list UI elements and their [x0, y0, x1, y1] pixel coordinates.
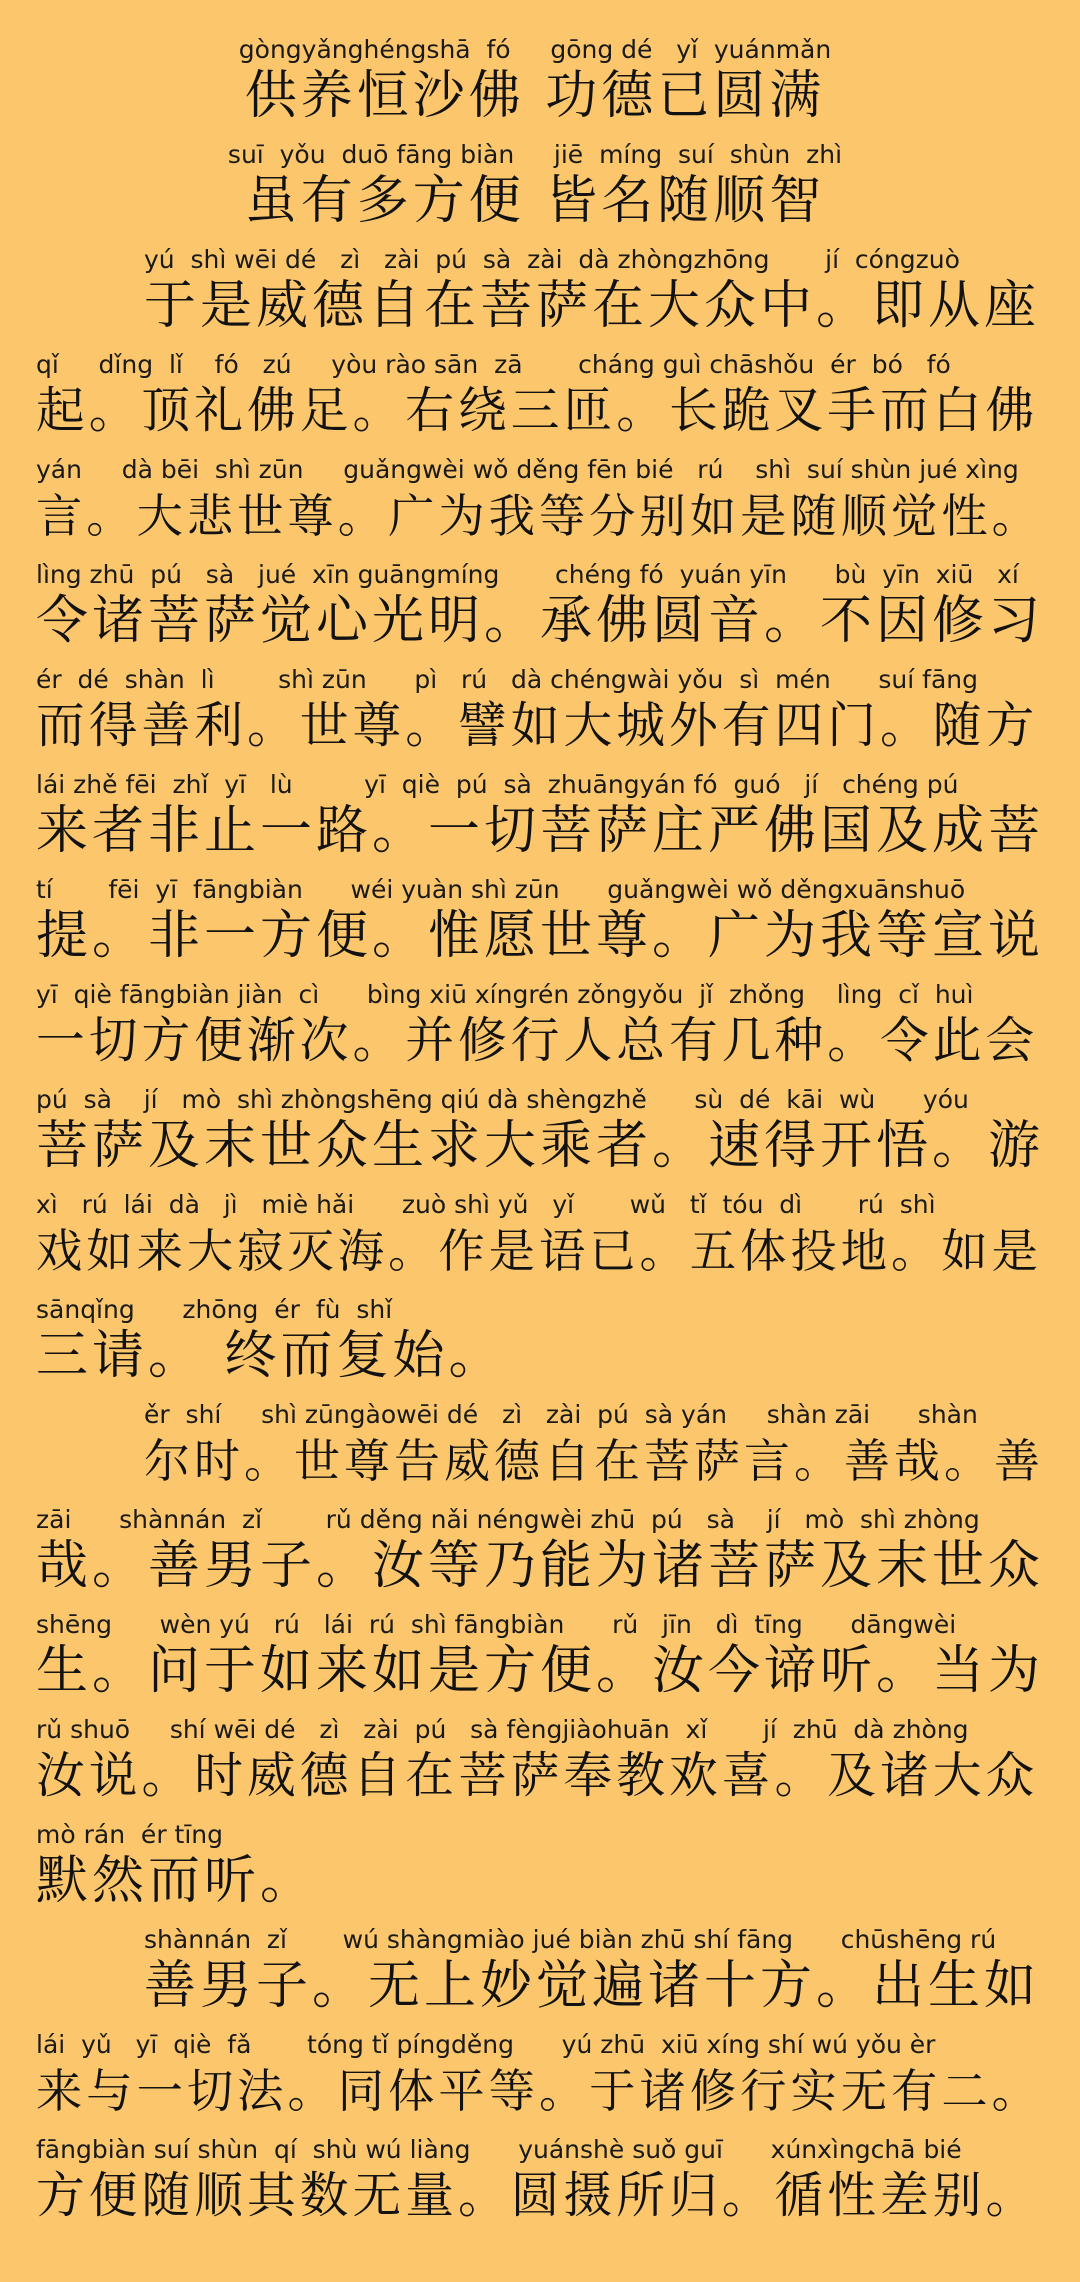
- chinese-text: 汝说。时威德自在菩萨奉教欢喜。及诸大众: [36, 1748, 1039, 1804]
- pinyin-annotation: tí fēi yī fāngbiàn wéi yuàn shì zūn guǎngwèi wǒ děngxuānshuō: [36, 875, 966, 904]
- pinyin-annotation: lìng zhū pú sà jué xīn guāngmíng chéng fó yuán yīn bù yīn xiū xí: [36, 560, 1019, 589]
- chinese-text: 三请。 终而复始。: [36, 1326, 505, 1386]
- chinese-text: 起。顶礼佛足。右绕三匝。长跪叉手而白佛: [36, 383, 1039, 439]
- chinese-text: 来者非止一路。一切菩萨庄严佛国及成菩: [36, 801, 1045, 861]
- chinese-text: 默然而听。: [36, 1851, 317, 1911]
- chinese-text: 于是威德自在菩萨在大众中。即从座: [144, 276, 1041, 336]
- pinyin-annotation: fāngbiàn suí shùn qí shù wú liàng yuánshè suǒ guī xúnxìngchā bié: [36, 2135, 962, 2164]
- pinyin-annotation: lái yǔ yī qiè fǎ tóng tǐ píngděng yú zhū xiū xíng shí wú yǒu èr: [36, 2030, 936, 2059]
- pinyin-annotation: shēng wèn yú rú lái rú shì fāngbiàn rǔ jīn dì tīng dāngwèi: [36, 1610, 957, 1639]
- text-line: [36, 1924, 1054, 2029]
- pinyin-annotation: rǔ shuō shí wēi dé zì zài pú sà fèngjiàohuān xǐ jí zhū dà zhòng: [36, 1715, 969, 1744]
- pinyin-annotation: ér dé shàn lì shì zūn pì rú dà chéngwài yǒu sì mén suí fāng: [36, 665, 978, 694]
- chinese-text: 尔时。世尊告威德自在菩萨言。善哉。善: [144, 1434, 1044, 1488]
- pinyin-annotation: mò rán ér tīng: [36, 1820, 223, 1849]
- pinyin-annotation: yī qiè fāngbiàn jiàn cì bìng xiū xíngrén zǒngyǒu jǐ zhǒng lìng cǐ huì: [36, 980, 974, 1009]
- pinyin-annotation: gòngyǎnghéngshā fó gōng dé yǐ yuánmǎn: [238, 35, 832, 64]
- chinese-text: 言。大悲世尊。广为我等分别如是随顺觉性。: [36, 489, 1042, 543]
- chinese-text: 一切方便渐次。并修行人总有几种。令此会: [36, 1013, 1039, 1069]
- pinyin-annotation: pú sà jí mò shì zhòngshēng qiú dà shèngzhě sù dé kāi wù yóu: [36, 1085, 969, 1114]
- pinyin-annotation: yú shì wēi dé zì zài pú sà zài dà zhòngzhōng jí cóngzuò: [144, 245, 960, 274]
- text-line: [36, 874, 1054, 979]
- pinyin-annotation: yán dà bēi shì zūn guǎngwèi wǒ děng fēn bié rú shì suí shùn jué xìng: [36, 455, 1019, 484]
- pinyin-annotation: ěr shí shì zūngàowēi dé zì zài pú sà yán shàn zāi shàn: [144, 1400, 978, 1429]
- chinese-text: 供养恒沙佛 功德已圆满: [244, 66, 826, 126]
- text-line: [36, 2029, 1054, 2134]
- chinese-text: 提。非一方便。惟愿世尊。广为我等宣说: [36, 906, 1045, 966]
- text-line: [36, 1294, 1054, 1399]
- text-lines: [36, 34, 1054, 2239]
- text-line: [36, 979, 1054, 1084]
- pinyin-annotation: zāi shànnán zǐ rǔ děng nǎi néngwèi zhū pú sà jí mò shì zhòng: [36, 1505, 980, 1534]
- text-line: [36, 34, 1054, 139]
- chinese-text: 而得善利。世尊。譬如大城外有四门。随方: [36, 698, 1039, 754]
- pinyin-annotation: lái zhě fēi zhǐ yī lù yī qiè pú sà zhuāngyán fó guó jí chéng pú: [36, 770, 959, 799]
- pinyin-annotation: qǐ dǐng lǐ fó zú yòu rào sān zā cháng guì chāshǒu ér bó fó: [36, 350, 951, 379]
- pinyin-annotation: xì rú lái dà jì miè hǎi zuò shì yǔ yǐ wǔ tǐ tóu dì rú shì: [36, 1190, 936, 1219]
- text-line: [36, 664, 1054, 769]
- chinese-text: 虽有多方便 皆名随顺智: [244, 171, 826, 231]
- chinese-text: 令诸菩萨觉心光明。承佛圆音。不因修习: [36, 591, 1045, 651]
- chinese-text: 来与一切法。同体平等。于诸修行实无有二。: [36, 2064, 1042, 2118]
- chinese-text: 善男子。无上妙觉遍诸十方。出生如: [144, 1956, 1041, 2016]
- text-line: [36, 349, 1054, 454]
- text-line: [36, 1084, 1054, 1189]
- text-line: [36, 139, 1054, 244]
- text-line: [36, 1609, 1054, 1714]
- text-line: [36, 1399, 1054, 1504]
- text-line: [36, 1714, 1054, 1819]
- chinese-text: 生。问于如来如是方便。汝今谛听。当为: [36, 1641, 1045, 1701]
- text-line: [36, 559, 1054, 664]
- chinese-text: 哉。善男子。汝等乃能为诸菩萨及末世众: [36, 1536, 1045, 1596]
- pinyin-annotation: shànnán zǐ wú shàngmiào jué biàn zhū shí fāng chūshēng rú: [144, 1925, 997, 1954]
- chinese-text: 戏如来大寂灭海。作是语已。五体投地。如是: [36, 1224, 1042, 1278]
- chinese-text: 方便随顺其数无量。圆摄所归。循性差别。: [36, 2168, 1039, 2224]
- chinese-text: 菩萨及末世众生求大乘者。速得开悟。游: [36, 1116, 1045, 1176]
- text-line: [36, 1189, 1054, 1294]
- text-line: [36, 2134, 1054, 2239]
- text-line: [36, 769, 1054, 874]
- text-line: [36, 244, 1054, 349]
- text-line: [36, 454, 1054, 559]
- pinyin-annotation: suī yǒu duō fāng biàn jiē míng suí shùn zhì: [227, 140, 843, 169]
- pinyin-annotation: sānqǐng zhōng ér fù shǐ: [36, 1295, 393, 1324]
- text-line: [36, 1819, 1054, 1924]
- text-line: [36, 1504, 1054, 1609]
